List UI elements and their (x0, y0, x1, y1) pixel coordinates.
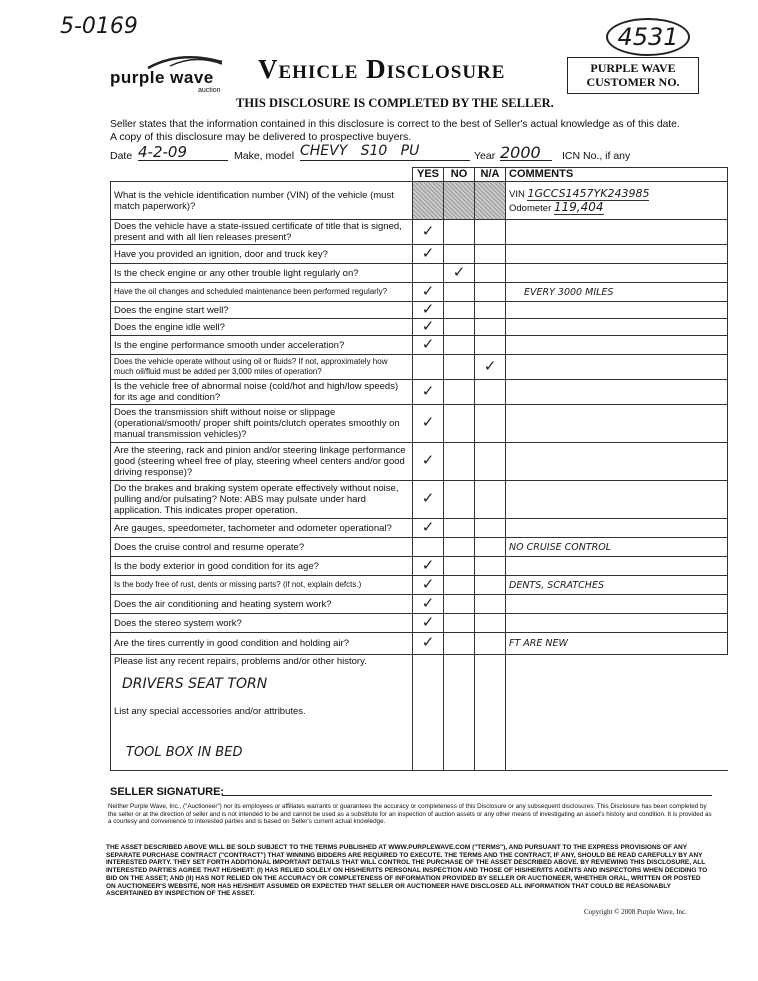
year-field[interactable]: 2000 (500, 143, 552, 161)
table-header-row (111, 168, 728, 182)
no-cell[interactable] (444, 576, 475, 595)
vin-value: 1GCCS1457YK243985 (527, 186, 650, 200)
yes-cell[interactable] (413, 633, 444, 655)
yes-cell[interactable] (413, 557, 444, 576)
comment-cell[interactable] (506, 355, 728, 380)
date-field[interactable]: 4-2-09 (138, 143, 228, 161)
table-row (111, 519, 728, 538)
na-cell[interactable] (475, 443, 506, 481)
question-text: Have the oil changes and scheduled maintenance been performed regularly? (111, 283, 413, 302)
question-text: Does the cruise control and resume operate? (111, 538, 413, 557)
table-row (111, 633, 728, 655)
copyright: Copyright © 2008 Purple Wave, Inc. (584, 908, 687, 916)
na-cell[interactable] (475, 264, 506, 283)
comment-cell[interactable]: EVERY 3000 MILES (506, 283, 728, 302)
question-text: What is the vehicle identification number (VIN) of the vehicle (must match paperwork)? (111, 182, 413, 220)
repairs-label: Please list any recent repairs, problems and/or other history. (114, 656, 367, 667)
yes-cell[interactable] (413, 245, 444, 264)
yes-cell[interactable] (413, 519, 444, 538)
no-cell[interactable] (444, 283, 475, 302)
question-text: Does the air conditioning and heating system work? (111, 595, 413, 614)
disclaimer-text: Neither Purple Wave, Inc., ("Auctioneer") nor its employees or affiliates warrants or guarantees the accuracy or completeness of this Disclosure or any subsequent disclosures. This Disclosure has been completed by the seller or at the direction of seller and is not intended to be and cannot be used as a substitute for an inspection of auction assets or any other means of investigating an asset's history and condition. It is provided as a courtesy and convenience to interested parties and is based on Seller's current actual knowledge. (108, 803, 712, 825)
logo-sub: auction (198, 87, 221, 94)
yes-cell[interactable] (413, 355, 444, 380)
no-cell[interactable] (444, 245, 475, 264)
comment-cell[interactable]: DENTS, SCRATCHES (506, 576, 728, 595)
accessories-row (111, 705, 728, 771)
check-mark-icon: ✓ (421, 243, 435, 262)
no-cell[interactable] (444, 557, 475, 576)
intro-line-1: Seller states that the information contained in this disclosure is correct to the best of Seller's actual knowledge as of this date. (110, 119, 680, 130)
question-text: Does the engine idle well? (111, 319, 413, 336)
icn-label: ICN No., if any (562, 150, 631, 162)
vin-label: VIN (509, 188, 525, 200)
check-mark-icon: ✓ (421, 451, 435, 469)
accessories-section[interactable] (111, 705, 413, 771)
check-mark-icon: ✓ (452, 262, 466, 281)
check-mark-icon: ✓ (421, 574, 435, 593)
comment-cell[interactable] (506, 519, 728, 538)
yes-cell[interactable] (413, 316, 444, 336)
question-text: Do the brakes and braking system operate effectively without noise, pulling and/or pulsating? Note: ABS may pulsate under hard application. This indicates proper operation. (111, 481, 413, 519)
header-comments: COMMENTS (506, 168, 728, 182)
header-yes: YES (413, 168, 444, 182)
table-row (111, 614, 728, 633)
no-cell[interactable] (444, 633, 475, 655)
page-title: Vehicle Disclosure (258, 54, 506, 84)
purple-wave-logo (110, 60, 230, 98)
customer-number-stamp (606, 18, 690, 56)
na-cell[interactable] (475, 633, 506, 655)
table-row (111, 319, 728, 336)
comment-cell[interactable] (506, 302, 728, 319)
question-text: Is the body free of rust, dents or missing parts? (if not, explain defcts.) (111, 576, 413, 595)
table-row (111, 355, 728, 380)
na-cell[interactable] (475, 336, 506, 355)
check-mark-icon: ✓ (421, 517, 435, 536)
yes-cell[interactable] (413, 405, 444, 443)
na-cell[interactable] (475, 614, 506, 633)
comment-cell[interactable] (506, 443, 728, 481)
question-text: Does the stereo system work? (111, 614, 413, 633)
no-cell (444, 182, 475, 220)
yes-cell[interactable] (413, 576, 444, 595)
na-cell[interactable] (475, 283, 506, 302)
make-model-label: Make, model (234, 150, 295, 162)
check-mark-icon: ✓ (421, 316, 435, 335)
no-cell[interactable] (444, 319, 475, 336)
handwritten-reference: 5-0169 (60, 14, 138, 39)
check-mark-icon: ✓ (421, 593, 435, 612)
make-model-field[interactable]: CHEVY S10 PU (300, 143, 470, 161)
check-mark-icon: ✓ (421, 281, 435, 300)
no-cell[interactable] (444, 220, 475, 245)
table-row (111, 557, 728, 576)
yes-cell[interactable] (413, 481, 444, 519)
question-text: Does the vehicle have a state-issued certificate of title that is signed, present and with all lien releases present? (111, 220, 413, 245)
na-cell[interactable] (475, 557, 506, 576)
question-text: Are the tires currently in good condition and holding air? (111, 633, 413, 655)
check-mark-icon: ✓ (421, 299, 435, 318)
table-row (111, 283, 728, 302)
no-cell[interactable] (444, 405, 475, 443)
question-text: Is the engine performance smooth under acceleration? (111, 336, 413, 355)
terms-text: THE ASSET DESCRIBED ABOVE WILL BE SOLD SUBJECT TO THE TERMS PUBLISHED AT WWW.PURPLEWAVE.COM ("TERMS"), AND PURSUANT TO THE EXPRESS PROVISIONS OF ANY SEPARATE PURCHASE CONTRACT ("CONTRACT") THAT WINNING BIDDERS ARE REQUIRED TO EXECUTE. THE TERMS AND THE CONTRACT, IF ANY, SHOULD BE READ CAREFULLY BY ANY INTERESTED PARTY. THEY SET FORTH ADDITIONAL IMPORTANT DETAILS THAT WILL CONTROL THE PURCHASE OF THE ASSET DESCRIBED ABOVE. BY REVIEWING THIS DISCLOSURE, ALL INTERESTED PARTIES AGREE THAT HE/SHE/IT: (I) HAS RELIED SOLELY ON HIS/HER/ITS PERSONAL INSPECTION AND THOSE OF HIS/HER/ITS AGENTS AND INSPECTORS WHEN DECIDING TO BID ON THE ASSET; AND (II) HAS NOT RELIED ON THE ACCURACY OR COMPLETENESS OF INFORMATION PROVIDED BY SELLER OR AUCTIONEER, WHETHER ORAL, WRITTEN OR POSTED ON AUCTIONEER'S WEBSITE, NOR HAS HE/SHE/IT ASSUMED OR EXPECTED THAT SELLER OR AUCTIONEER HAVE DISCLOSED ALL INFORMATION THAT COULD BE REASONABLY ASCERTAINED BY INSPECTION OF THE ASSET. (106, 844, 708, 898)
accessories-value: TOOL BOX IN BED (126, 744, 243, 760)
table-row (111, 302, 728, 319)
check-mark-icon: ✓ (421, 555, 435, 574)
yes-cell[interactable] (413, 614, 444, 633)
na-cell[interactable] (475, 576, 506, 595)
no-cell[interactable] (444, 538, 475, 557)
table-row (111, 595, 728, 614)
table-row (111, 481, 728, 519)
yes-cell (413, 182, 444, 220)
check-mark-icon: ✓ (421, 334, 435, 353)
customer-box-line1: PURPLE WAVE (590, 61, 676, 75)
table-row (111, 336, 728, 355)
table-row (111, 220, 728, 245)
na-cell[interactable] (475, 220, 506, 245)
table-row (111, 380, 728, 405)
na-cell[interactable] (475, 355, 506, 380)
comment-cell[interactable] (506, 182, 728, 220)
na-cell[interactable] (475, 538, 506, 557)
intro-line-2: A copy of this disclosure may be delivered to prospective buyers. (110, 131, 412, 143)
seller-signature-label: SELLER SIGNATURE: (110, 786, 225, 798)
question-text: Is the check engine or any other trouble light regularly on? (111, 264, 413, 283)
question-text: Does the vehicle operate without using oil or fluids? If not, approximately how much oil/fluid must be added per 3,000 miles of operation? (111, 355, 413, 380)
check-mark-icon: ✓ (483, 356, 497, 375)
no-cell[interactable] (444, 380, 475, 405)
no-cell[interactable] (444, 519, 475, 538)
repairs-value: DRIVERS SEAT TORN (122, 676, 268, 692)
customer-number-box (567, 57, 699, 94)
question-text: Does the transmission shift without noise or slippage (operational/smooth/ proper shift points/clutch operates smoothly on manual transmission vehicles)? (111, 405, 413, 443)
comment-cell[interactable] (506, 319, 728, 336)
comment-cell[interactable]: FT ARE NEW (506, 633, 728, 655)
yes-cell[interactable] (413, 336, 444, 355)
na-cell[interactable] (475, 481, 506, 519)
na-cell[interactable] (475, 519, 506, 538)
no-cell[interactable] (444, 264, 475, 283)
accessories-label: List any special accessories and/or attributes. (114, 705, 306, 717)
page-subtitle: THIS DISCLOSURE IS COMPLETED BY THE SELLER. (236, 96, 554, 110)
table-row (111, 538, 728, 557)
yes-cell[interactable] (413, 538, 444, 557)
intro-text (110, 118, 720, 144)
na-cell[interactable] (475, 319, 506, 336)
comment-cell[interactable]: NO CRUISE CONTROL (506, 538, 728, 557)
comment-cell[interactable] (506, 481, 728, 519)
odometer-value: 119,404 (553, 199, 604, 214)
na-cell[interactable] (475, 380, 506, 405)
na-cell[interactable] (475, 302, 506, 319)
question-text: Have you provided an ignition, door and truck key? (111, 245, 413, 264)
table-row (111, 264, 728, 283)
no-cell[interactable] (444, 443, 475, 481)
yes-cell[interactable] (413, 595, 444, 614)
comment-cell[interactable] (506, 405, 728, 443)
na-cell[interactable] (475, 595, 506, 614)
table-row (111, 405, 728, 443)
comment-cell[interactable] (506, 264, 728, 283)
stamp-number: 4531 (617, 23, 679, 51)
comment-cell[interactable] (506, 380, 728, 405)
yes-cell[interactable] (413, 380, 444, 405)
header-na: N/A (475, 168, 506, 182)
question-text: Does the engine start well? (111, 302, 413, 319)
no-cell[interactable] (444, 614, 475, 633)
question-text: Are gauges, speedometer, tachometer and odometer operational? (111, 519, 413, 538)
header-no: NO (444, 168, 475, 182)
odometer-label: Odometer (509, 202, 552, 214)
comment-cell[interactable] (506, 595, 728, 614)
check-mark-icon: ✓ (421, 221, 435, 240)
check-mark-icon: ✓ (421, 413, 435, 431)
table-row (111, 443, 728, 481)
year-label: Year (474, 150, 496, 162)
seller-signature-field[interactable] (222, 782, 712, 796)
question-text: Is the vehicle free of abnormal noise (cold/hot and high/low speeds) for its age and condition? (111, 380, 413, 405)
comment-cell[interactable] (506, 336, 728, 355)
no-cell[interactable] (444, 595, 475, 614)
question-text: Are the steering, rack and pinion and/or steering linkage performance good (steering wheel free of play, steering wheel centers and/or good driving response)? (111, 443, 413, 481)
check-mark-icon: ✓ (421, 612, 435, 631)
no-cell[interactable] (444, 336, 475, 355)
na-cell[interactable] (475, 245, 506, 264)
date-label: Date (110, 150, 133, 162)
comment-cell[interactable] (506, 245, 728, 264)
no-cell[interactable] (444, 302, 475, 319)
yes-cell[interactable] (413, 264, 444, 283)
table-row (111, 576, 728, 595)
customer-box-line2: CUSTOMER NO. (586, 75, 680, 89)
na-cell (475, 182, 506, 220)
repairs-section[interactable] (111, 655, 413, 705)
yes-cell[interactable] (413, 220, 444, 245)
disclosure-table (110, 167, 728, 771)
comment-cell[interactable] (506, 614, 728, 633)
check-mark-icon: ✓ (421, 489, 435, 507)
yes-cell[interactable] (413, 443, 444, 481)
no-cell[interactable] (444, 355, 475, 380)
table-row (111, 182, 728, 220)
check-mark-icon: ✓ (421, 381, 435, 400)
comment-cell[interactable] (506, 557, 728, 576)
question-text: Is the body exterior in good condition for its age? (111, 557, 413, 576)
na-cell[interactable] (475, 405, 506, 443)
comment-cell[interactable] (506, 220, 728, 245)
table-row (111, 245, 728, 264)
logo-name: purple wave (110, 68, 214, 87)
check-mark-icon: ✓ (421, 633, 435, 651)
repairs-row (111, 655, 728, 705)
no-cell[interactable] (444, 481, 475, 519)
